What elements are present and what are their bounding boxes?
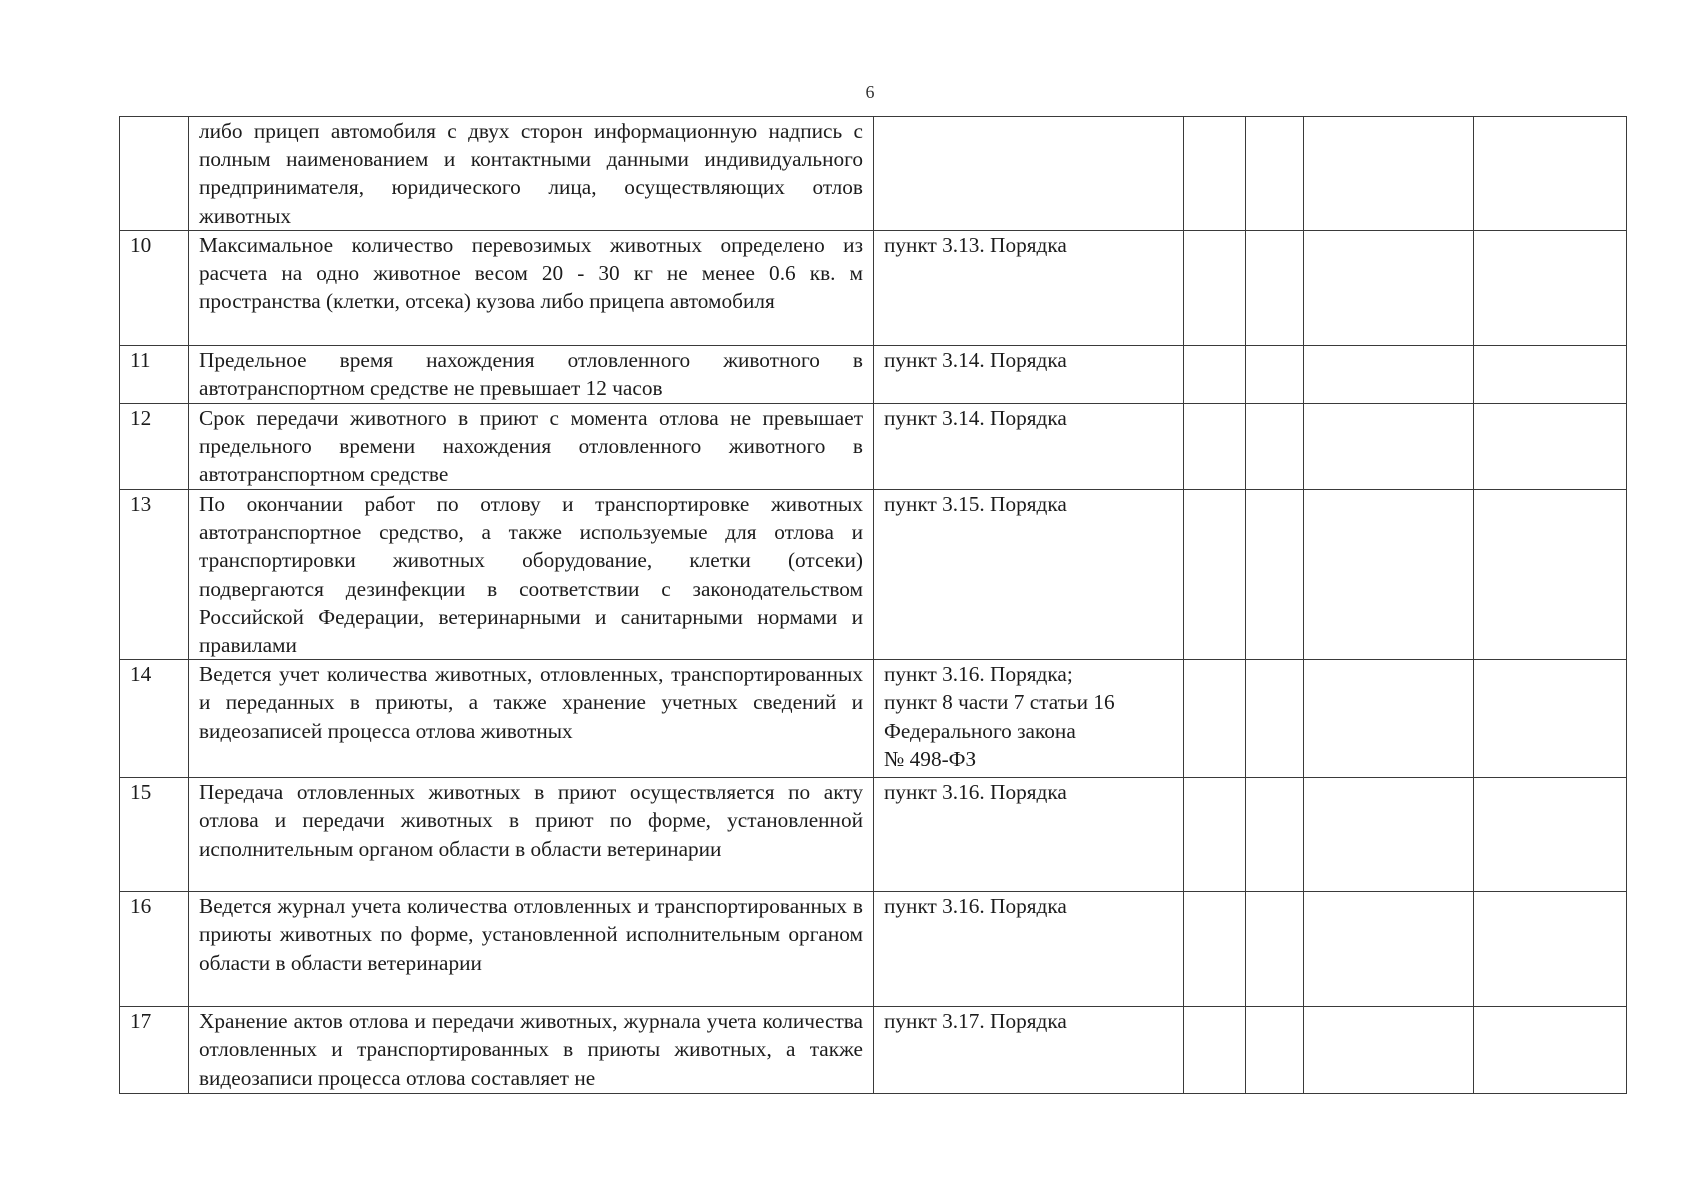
note-cell (1474, 778, 1627, 892)
table-row (120, 404, 1627, 490)
note-cell (1474, 892, 1627, 1007)
answer-yes-cell (1184, 231, 1246, 346)
answer-no-cell (1246, 346, 1304, 404)
requirement-cell: По окончании работ по отлову и транспортировке животных автотранспортное средство, а также используемые для отлова и транспортировки животных оборудование, клетки (отсеки) подвергаются дезинфекции в соответствии с законодательством Российской Федерации, ветеринарными и санитарными нормами и правилами (189, 490, 874, 660)
answer-na-cell (1304, 117, 1474, 231)
row-number-cell: 11 (120, 346, 189, 404)
note-cell (1474, 117, 1627, 231)
answer-no-cell (1246, 117, 1304, 231)
answer-yes-cell (1184, 778, 1246, 892)
note-cell (1474, 490, 1627, 660)
note-cell (1474, 231, 1627, 346)
requirement-cell: Хранение актов отлова и передачи животных, журнала учета количества отловленных и транспортированных в приюты животных, а также видеозаписи процесса отлова составляет не (189, 1007, 874, 1094)
answer-na-cell (1304, 778, 1474, 892)
answer-na-cell (1304, 346, 1474, 404)
row-number-cell: 10 (120, 231, 189, 346)
reference-cell: пункт 3.15. Порядка (874, 490, 1184, 660)
table-row (120, 660, 1627, 778)
table-row (120, 117, 1627, 231)
answer-no-cell (1246, 892, 1304, 1007)
requirement-cell: Срок передачи животного в приют с момента отлова не превышает предельного времени нахождения отловленного животного в автотранспортном средстве (189, 404, 874, 490)
note-cell (1474, 660, 1627, 778)
requirement-cell: Передача отловленных животных в приют осуществляется по акту отлова и передачи животных в приют по форме, установленной исполнительным органом области в области ветеринарии (189, 778, 874, 892)
row-number-cell: 14 (120, 660, 189, 778)
answer-yes-cell (1184, 346, 1246, 404)
note-cell (1474, 404, 1627, 490)
answer-na-cell (1304, 490, 1474, 660)
reference-cell: пункт 3.16. Порядка (874, 892, 1184, 1007)
requirement-cell: Ведется учет количества животных, отловленных, транспортированных и переданных в приюты, а также хранение учетных сведений и видеозаписей процесса отлова животных (189, 660, 874, 778)
table-row (120, 490, 1627, 660)
checklist-table-body (120, 117, 1627, 1094)
requirement-cell: Предельное время нахождения отловленного животного в автотранспортном средстве не превышает 12 часов (189, 346, 874, 404)
reference-cell (874, 117, 1184, 231)
note-cell (1474, 1007, 1627, 1094)
answer-yes-cell (1184, 490, 1246, 660)
reference-cell: пункт 3.14. Порядка (874, 346, 1184, 404)
page-number: 6 (865, 82, 875, 102)
answer-no-cell (1246, 660, 1304, 778)
answer-na-cell (1304, 660, 1474, 778)
table-row (120, 892, 1627, 1007)
row-number-cell: 15 (120, 778, 189, 892)
answer-no-cell (1246, 404, 1304, 490)
answer-no-cell (1246, 231, 1304, 346)
row-number-cell: 16 (120, 892, 189, 1007)
answer-yes-cell (1184, 404, 1246, 490)
row-number-cell: 17 (120, 1007, 189, 1094)
reference-cell: пункт 3.17. Порядка (874, 1007, 1184, 1094)
answer-no-cell (1246, 490, 1304, 660)
answer-yes-cell (1184, 117, 1246, 231)
requirement-cell: Максимальное количество перевозимых животных определено из расчета на одно животное весом 20 - 30 кг не менее 0.6 кв. м пространства (клетки, отсека) кузова либо прицепа автомобиля (189, 231, 874, 346)
answer-yes-cell (1184, 892, 1246, 1007)
reference-cell: пункт 3.14. Порядка (874, 404, 1184, 490)
answer-yes-cell (1184, 1007, 1246, 1094)
checklist-table (119, 116, 1627, 1094)
reference-cell: пункт 3.16. Порядка (874, 778, 1184, 892)
reference-cell: пункт 3.16. Порядка; пункт 8 части 7 статьи 16 Федерального закона № 498-ФЗ (874, 660, 1184, 778)
requirement-cell: либо прицеп автомобиля с двух сторон информационную надпись с полным наименованием и контактными данными индивидуального предпринимателя, юридического лица, осуществляющих отлов животных (189, 117, 874, 231)
answer-na-cell (1304, 231, 1474, 346)
table-row (120, 778, 1627, 892)
table-row (120, 231, 1627, 346)
table-row (120, 1007, 1627, 1094)
table-row (120, 346, 1627, 404)
reference-cell: пункт 3.13. Порядка (874, 231, 1184, 346)
row-number-cell: 13 (120, 490, 189, 660)
answer-na-cell (1304, 404, 1474, 490)
row-number-cell (120, 117, 189, 231)
answer-no-cell (1246, 778, 1304, 892)
answer-no-cell (1246, 1007, 1304, 1094)
note-cell (1474, 346, 1627, 404)
answer-na-cell (1304, 1007, 1474, 1094)
requirement-cell: Ведется журнал учета количества отловленных и транспортированных в приюты животных по форме, установленной исполнительным органом области в области ветеринарии (189, 892, 874, 1007)
answer-na-cell (1304, 892, 1474, 1007)
row-number-cell: 12 (120, 404, 189, 490)
answer-yes-cell (1184, 660, 1246, 778)
